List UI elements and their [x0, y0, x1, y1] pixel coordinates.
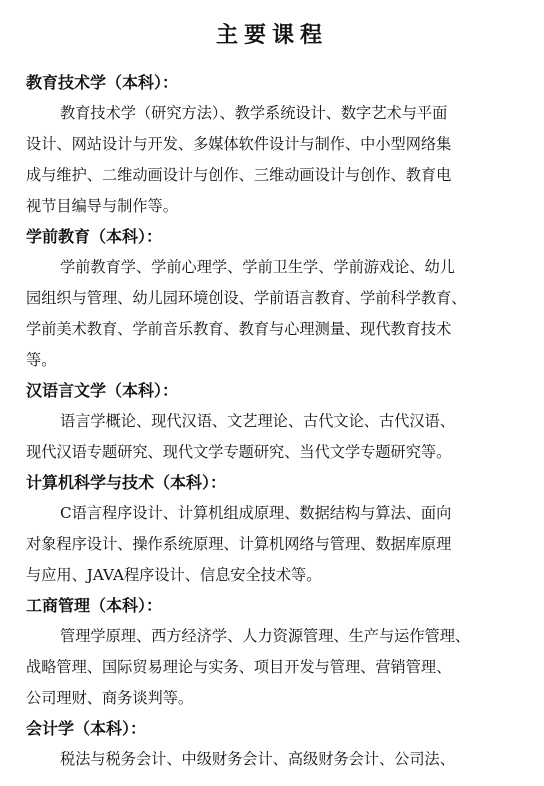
- section-computer-science: [26, 472, 522, 591]
- course-line: 公司理财、商务谈判等。: [26, 689, 194, 707]
- section-heading: 汉语言文学（本科）：: [26, 381, 179, 400]
- course-line: 设计、网站设计与开发、多媒体软件设计与制作、中小型网络集: [26, 135, 452, 153]
- course-line: 语言学概论、现代汉语、文艺理论、古代文论、古代汉语、: [60, 412, 455, 430]
- section-heading: 会计学（本科）：: [26, 719, 147, 738]
- course-line: 成与维护、二维动画设计与创作、三维动画设计与创作、教育电: [26, 166, 452, 184]
- course-line: 教育技术学（研究方法）、教学系统设计、数字艺术与平面: [60, 104, 448, 122]
- section-heading: 教育技术学（本科）：: [26, 73, 179, 92]
- course-line: 视节目编导与制作等。: [26, 197, 178, 215]
- page-title: 主要课程: [215, 22, 328, 48]
- course-line: 等。: [26, 351, 57, 369]
- course-line: 现代汉语专题研究、现代文学专题研究、当代文学专题研究等。: [26, 443, 452, 461]
- course-line: C语言程序设计、计算机组成原理、数据结构与算法、面向: [60, 504, 452, 522]
- section-educational-technology: [26, 72, 522, 222]
- section-heading: 计算机科学与技术（本科）：: [26, 473, 227, 492]
- course-line: 与应用、JAVA程序设计、信息安全技术等。: [26, 566, 322, 584]
- course-line: 战略管理、国际贸易理论与实务、项目开发与管理、营销管理、: [26, 658, 452, 676]
- section-preschool-education: [26, 226, 522, 376]
- course-line: 管理学原理、西方经济学、人力资源管理、生产与运作管理、: [60, 627, 471, 645]
- course-line: 对象程序设计、操作系统原理、计算机网络与管理、数据库原理: [26, 535, 452, 553]
- section-heading: 学前教育（本科）：: [26, 227, 163, 246]
- course-line: 园组织与管理、幼儿园环境创设、学前语言教育、学前科学教育、: [26, 289, 467, 307]
- section-chinese-literature: [26, 380, 522, 468]
- course-line: 学前教育学、学前心理学、学前卫生学、学前游戏论、幼儿: [60, 258, 455, 276]
- section-business-administration: [26, 595, 522, 714]
- section-heading: 工商管理（本科）：: [26, 596, 163, 615]
- section-accounting: [26, 718, 522, 775]
- course-sections: [26, 72, 522, 779]
- course-line: 税法与税务会计、中级财务会计、高级财务会计、公司法、: [60, 750, 455, 768]
- course-line: 学前美术教育、学前音乐教育、教育与心理测量、现代教育技术: [26, 320, 452, 338]
